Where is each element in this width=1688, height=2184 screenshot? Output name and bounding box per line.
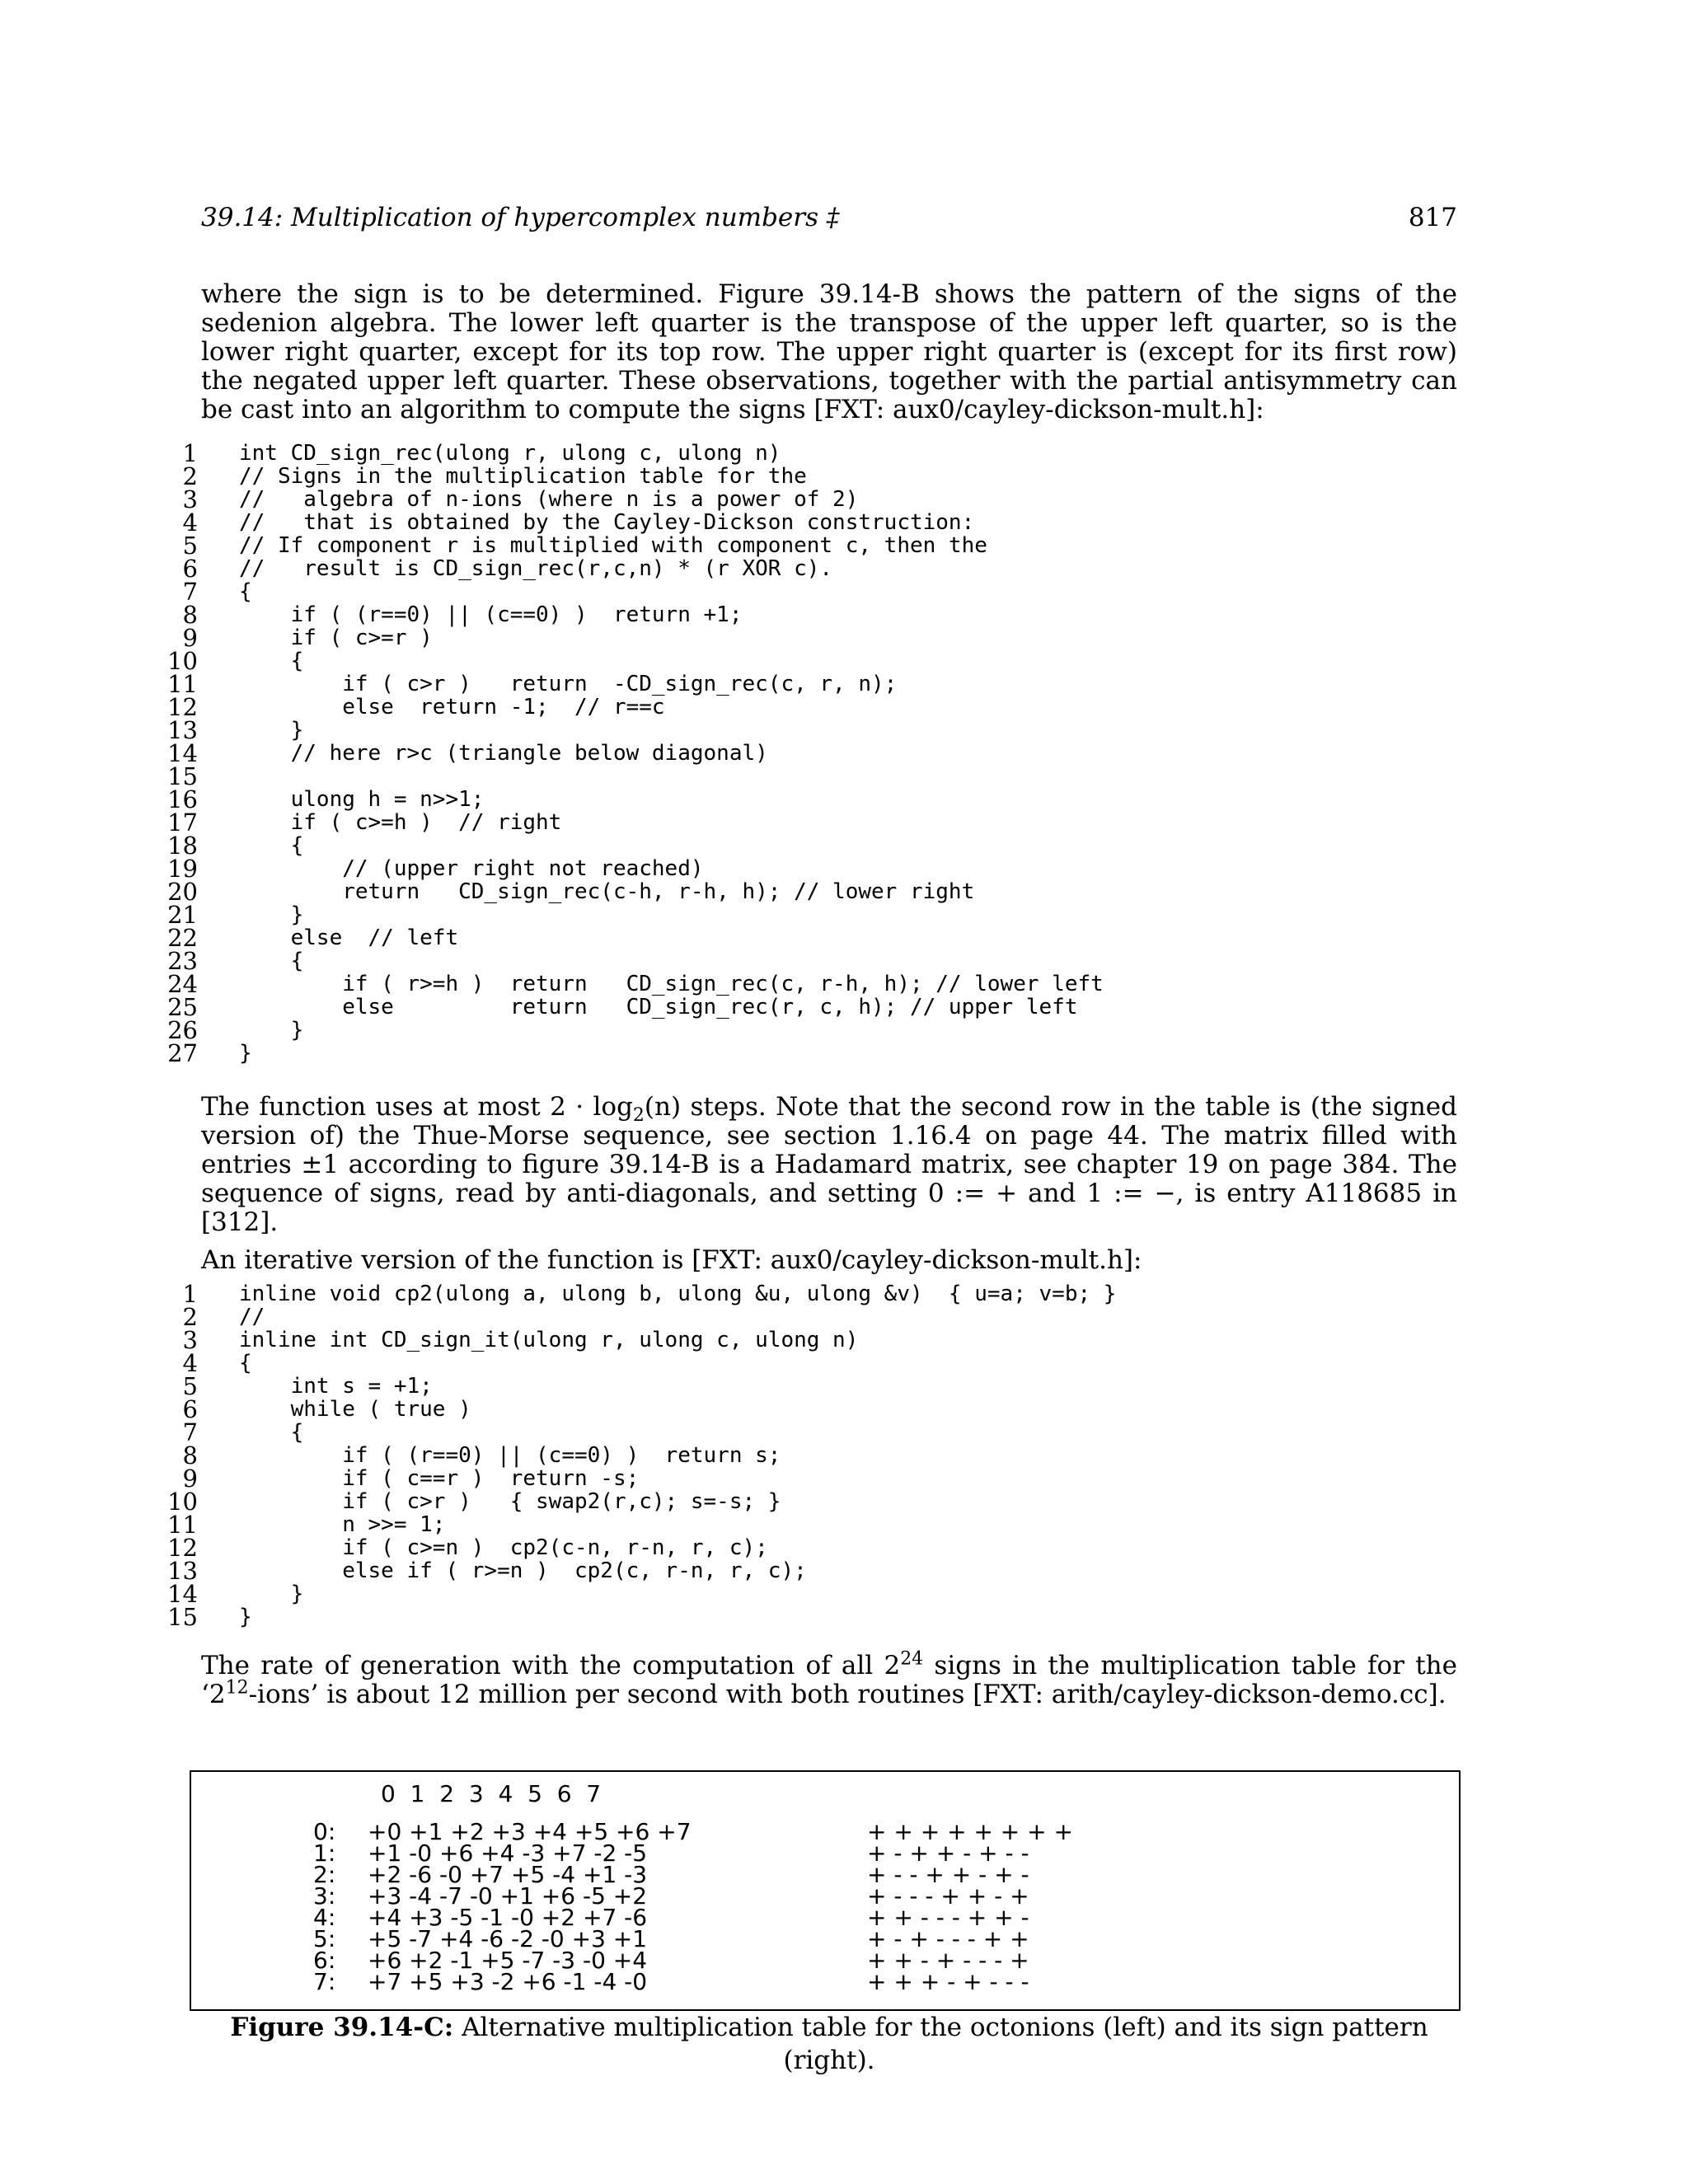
code-line — [165, 855, 1484, 883]
code-listing-recursive — [165, 439, 1484, 1067]
code-line — [165, 1280, 1484, 1308]
code-line — [165, 785, 1484, 813]
row-label: 4: — [313, 1904, 336, 1931]
code-text: { — [239, 649, 304, 673]
row-label: 6: — [313, 1947, 336, 1974]
code-text: if ( c==r ) return -s; — [239, 1466, 640, 1491]
line-number: 19 — [167, 855, 198, 883]
row-signs: + - + - - - + + — [867, 1925, 1029, 1952]
code-line — [165, 1016, 1484, 1044]
table-column-header: 0 1 2 3 4 5 6 7 — [381, 1780, 602, 1807]
line-number: 15 — [167, 762, 198, 790]
row-signs: + + + + + + + + — [867, 1818, 1073, 1845]
row-signs: + - - + + - + - — [867, 1861, 1029, 1888]
line-number: 1 — [182, 439, 198, 467]
line-number: 21 — [167, 901, 198, 929]
line-number: 11 — [167, 1511, 198, 1539]
code-line — [165, 1349, 1484, 1377]
code-line — [165, 555, 1484, 583]
rate-paragraph: The rate of generation with the computation of all $2^{24}$ signs in the multiplication table for the ‘$2^{12}$-ions’ is about 12 million per second with both routines [FXT: arith/cayley-dickson-demo.cc]. — [201, 1648, 1457, 1709]
line-number: 27 — [167, 1039, 198, 1067]
row-label: 2: — [313, 1861, 336, 1888]
row-values: +4 +3 -5 -1 -0 +2 +7 -6 — [368, 1904, 648, 1931]
line-number: 24 — [167, 970, 198, 998]
line-number: 3 — [182, 485, 198, 513]
complexity-paragraph: The function uses at most $2 \cdot \log_2(n)$ steps. Note that the second row in the table is (the signed version of) the Thue-Morse sequence, see section 1.16.4 on page 44. The matrix filled with entries ±1 according to figure 39.14-B is a Hadamard matrix, see chapter 19 on page 384. The sequence of signs, read by anti-diagonals, and setting 0 := + and 1 := −, is entry A118685 in [312]. — [201, 1092, 1457, 1237]
line-number: 3 — [182, 1326, 198, 1354]
line-number: 26 — [167, 1016, 198, 1044]
code-line — [165, 1372, 1484, 1400]
running-header — [201, 203, 1457, 239]
line-number: 22 — [167, 924, 198, 952]
code-line — [165, 439, 1484, 467]
code-line — [165, 808, 1484, 837]
line-number: 12 — [167, 693, 198, 721]
code-line — [165, 1534, 1484, 1562]
line-number: 9 — [182, 1465, 198, 1493]
line-number: 2 — [182, 1303, 198, 1331]
code-line — [165, 947, 1484, 975]
line-number: 15 — [167, 1603, 198, 1631]
line-number: 4 — [182, 509, 198, 537]
code-text: } — [239, 902, 304, 927]
row-label: 1: — [313, 1840, 336, 1867]
row-signs: + + + - + - - - — [867, 1968, 1029, 1995]
line-number: 14 — [167, 1580, 198, 1608]
row-values: +5 -7 +4 -6 -2 -0 +3 +1 — [368, 1925, 648, 1952]
code-line — [165, 901, 1484, 929]
code-line — [165, 1305, 1484, 1329]
line-number: 1 — [182, 1280, 198, 1308]
code-text: // here r>c (triangle below diagonal) — [239, 741, 768, 766]
section-title: 39.14: Multiplication of hypercomplex numbers ‡ — [201, 203, 840, 232]
line-number: 17 — [167, 808, 198, 837]
line-number: 6 — [182, 555, 198, 583]
code-text: { — [239, 833, 304, 858]
line-number: 2 — [182, 462, 198, 490]
code-text: else // left — [239, 926, 459, 950]
code-text: { — [239, 1351, 252, 1376]
intro-paragraph: where the sign is to be determined. Figure 39.14-B shows the pattern of the signs of the sedenion algebra. The lower left quarter is the transpose of the upper left quarter, so is the lower right quarter, except for its top row. The upper right quarter is (except for its first row) the negated upper left quarter. These observations, together with the partial antisymmetry can be cast into an algorithm to compute the signs [FXT: aux0/cayley-dickson-mult.h]: — [201, 279, 1457, 424]
row-label: 0: — [313, 1818, 336, 1845]
iterative-intro: An iterative version of the function is [FXT: aux0/cayley-dickson-mult.h]: — [201, 1245, 1142, 1275]
row-values: +0 +1 +2 +3 +4 +5 +6 +7 — [368, 1818, 692, 1845]
code-text: if ( r>=h ) return CD_sign_rec(c, r-h, h); // lower left — [239, 972, 1104, 996]
code-text: else return CD_sign_rec(r, c, h); // upper left — [239, 995, 1078, 1019]
page-number: 817 — [1408, 203, 1457, 232]
code-line — [165, 601, 1484, 629]
code-text: if ( c>=h ) // right — [239, 810, 562, 835]
line-number: 4 — [182, 1349, 198, 1377]
code-text: inline int CD_sign_it(ulong r, ulong c, ulong n) — [239, 1328, 859, 1352]
code-line — [165, 485, 1484, 513]
code-text: ulong h = n>>1; — [239, 787, 485, 812]
line-number: 16 — [167, 785, 198, 813]
code-text: // Signs in the multiplication table for the — [239, 464, 807, 489]
code-line — [165, 649, 1484, 673]
code-text: if ( (r==0) || (c==0) ) return s; — [239, 1443, 781, 1468]
code-line — [165, 924, 1484, 952]
code-text: n >>= 1; — [239, 1512, 446, 1537]
line-number: 10 — [167, 647, 198, 675]
line-number: 12 — [167, 1534, 198, 1562]
code-line — [165, 1465, 1484, 1493]
code-line — [165, 1326, 1484, 1354]
code-listing-iterative — [165, 1282, 1484, 1629]
code-line — [165, 762, 1484, 790]
row-values: +7 +5 +3 -2 +6 -1 -4 -0 — [368, 1968, 648, 1995]
row-signs: + + - + - - - + — [867, 1947, 1029, 1974]
line-number: 5 — [182, 532, 198, 560]
code-line — [165, 878, 1484, 906]
code-line — [165, 1511, 1484, 1539]
row-values: +3 -4 -7 -0 +1 +6 -5 +2 — [368, 1882, 648, 1910]
code-line — [165, 1488, 1484, 1516]
code-line — [165, 462, 1484, 490]
line-number: 25 — [167, 993, 198, 1021]
line-number: 14 — [167, 739, 198, 767]
code-text: } — [239, 1018, 304, 1043]
line-number: 5 — [182, 1372, 198, 1400]
code-text: if ( c>=n ) cp2(c-n, r-n, r, c); — [239, 1535, 768, 1560]
code-line — [165, 1039, 1484, 1067]
line-number: 8 — [182, 601, 198, 629]
code-text: if ( (r==0) || (c==0) ) return +1; — [239, 602, 743, 627]
code-line — [165, 1557, 1484, 1585]
code-line — [165, 832, 1484, 860]
row-signs: + - + + - + - - — [867, 1840, 1029, 1867]
code-text: } — [239, 718, 304, 743]
row-values: +6 +2 -1 +5 -7 -3 -0 +4 — [368, 1947, 648, 1974]
code-text: if ( c>r ) return -CD_sign_rec(c, r, n); — [239, 672, 898, 696]
line-number: 13 — [167, 1557, 198, 1585]
code-text: if ( c>=r ) — [239, 626, 433, 650]
code-text: { — [239, 1420, 304, 1445]
code-line — [165, 578, 1484, 606]
line-number: 9 — [182, 624, 198, 652]
code-text: } — [239, 1605, 252, 1629]
line-number: 23 — [167, 947, 198, 975]
line-number: 13 — [167, 716, 198, 744]
code-text: else return -1; // r==c — [239, 695, 665, 719]
code-line — [165, 1418, 1484, 1446]
code-line — [165, 624, 1484, 652]
row-label: 3: — [313, 1882, 336, 1910]
code-text: while ( true ) — [239, 1397, 471, 1422]
line-number: 11 — [167, 670, 198, 698]
code-text: // (upper right not reached) — [239, 856, 704, 881]
code-line — [165, 1441, 1484, 1469]
code-text: // algebra of n-ions (where n is a power of 2) — [239, 487, 859, 512]
row-signs: + - - - + + - + — [867, 1882, 1029, 1910]
code-text: // that is obtained by the Cayley-Dickson construction: — [239, 510, 975, 535]
code-line — [165, 972, 1484, 996]
line-number: 7 — [182, 578, 198, 606]
code-line — [165, 1580, 1484, 1608]
figure-caption: Figure 39.14-C: Alternative multiplication table for the octonions (left) and its sign pattern (right). — [230, 2013, 1428, 2075]
code-line — [165, 993, 1484, 1021]
row-signs: + + - - - + + - — [867, 1904, 1029, 1931]
row-label: 5: — [313, 1925, 336, 1952]
code-text: } — [239, 1041, 252, 1066]
row-label: 7: — [313, 1968, 336, 1995]
code-text: inline void cp2(ulong a, ulong b, ulong &u, ulong &v) { u=a; v=b; } — [239, 1282, 1117, 1306]
line-number: 10 — [167, 1488, 198, 1516]
code-line — [165, 1605, 1484, 1629]
code-text: // If component r is multiplied with component c, then the — [239, 533, 987, 558]
code-text: if ( c>r ) { swap2(r,c); s=-s; } — [239, 1489, 781, 1514]
code-text: int CD_sign_rec(ulong r, ulong c, ulong n) — [239, 441, 781, 466]
line-number: 20 — [167, 878, 198, 906]
row-values: +1 -0 +6 +4 -3 +7 -2 -5 — [368, 1840, 648, 1867]
code-text: { — [239, 579, 252, 604]
code-line — [165, 693, 1484, 721]
code-line — [165, 509, 1484, 537]
code-line — [165, 739, 1484, 767]
code-text: { — [239, 949, 304, 973]
row-values: +2 -6 -0 +7 +5 -4 +1 -3 — [368, 1861, 648, 1888]
line-number: 18 — [167, 832, 198, 860]
code-text: int s = +1; — [239, 1374, 433, 1399]
code-text: return CD_sign_rec(c-h, r-h, h); // lower right — [239, 879, 975, 904]
code-text: // — [239, 1305, 265, 1329]
code-line — [165, 1395, 1484, 1423]
code-line — [165, 532, 1484, 560]
code-text: } — [239, 1582, 304, 1606]
code-line — [165, 716, 1484, 744]
line-number: 6 — [182, 1395, 198, 1423]
code-line — [165, 670, 1484, 698]
line-number: 8 — [182, 1441, 198, 1469]
code-text: else if ( r>=n ) cp2(c, r-n, r, c); — [239, 1558, 807, 1583]
line-number: 7 — [182, 1418, 198, 1446]
code-text: // result is CD_sign_rec(r,c,n) * (r XOR c). — [239, 556, 833, 581]
